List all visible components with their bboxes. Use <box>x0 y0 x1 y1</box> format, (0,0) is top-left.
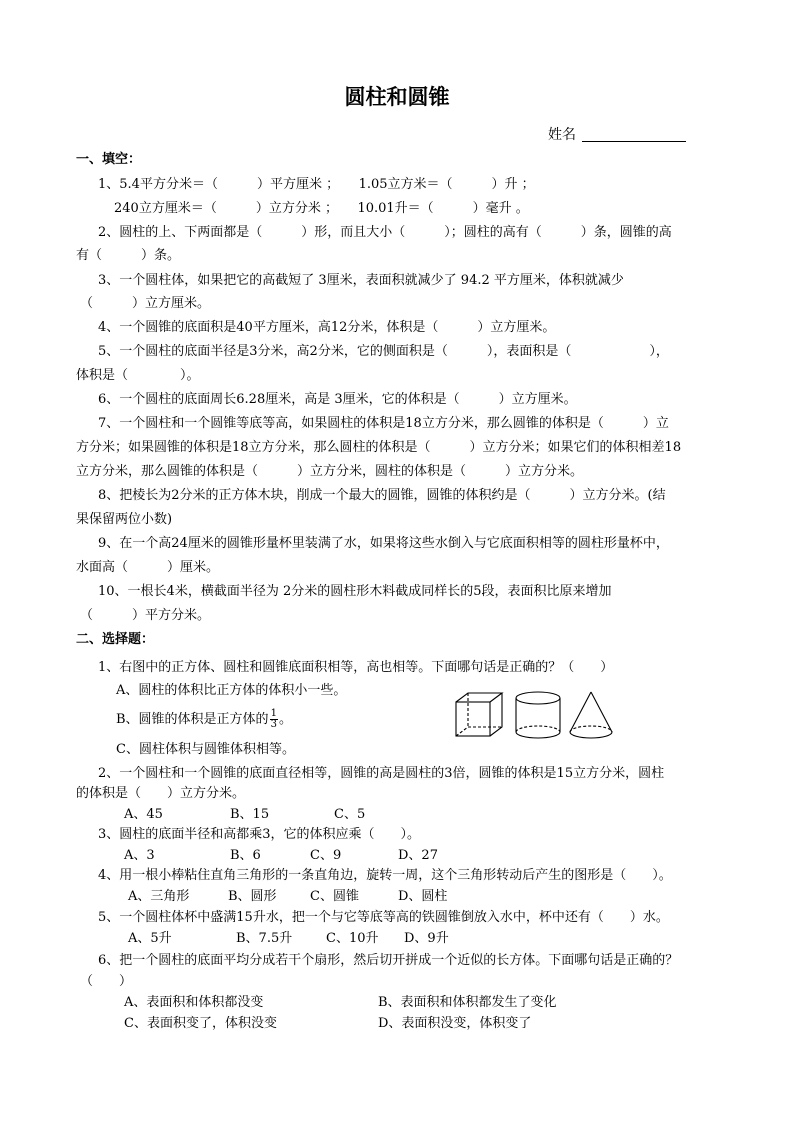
choice-q5-option-d: D、9升 <box>404 931 449 946</box>
fill-q5-line2: 体积是（ ）。 <box>76 368 200 383</box>
choice-q4-option-b: B、圆形 <box>228 889 277 904</box>
fill-q7-line3: 立方分米，那么圆锥的体积是（ ）立方分米，圆柱的体积是（ ）立方分米。 <box>76 464 584 479</box>
fill-q6: 6、一个圆柱的底面周长6.28厘米，高是 3厘米，它的体积是（ ）立方厘米。 <box>98 392 577 407</box>
choice-q4-option-c: C、圆锥 <box>310 889 359 904</box>
choice-q5-option-c: C、10升 <box>326 931 379 946</box>
section-heading-choice: 二、选择题： <box>76 632 155 647</box>
choice-q6-option-a: A、表面积和体积都没变 <box>124 995 264 1010</box>
choice-q4-option-d: D、圆柱 <box>398 889 448 904</box>
fill-q8-line2: 果保留两位小数) <box>76 512 173 527</box>
fraction-numerator: 1 <box>270 708 277 719</box>
choice-q3-option-a: A、3 <box>124 848 155 863</box>
cube-shape <box>456 693 502 736</box>
fill-q2-line2: 有（ ）条。 <box>76 248 181 263</box>
fill-q3-line2: （ ）立方厘米。 <box>80 296 211 311</box>
choice-q6-line2: （ ） <box>80 974 133 989</box>
choice-q1-option-b-suffix: 。 <box>278 712 292 727</box>
choice-q1-option-b <box>116 706 292 734</box>
name-label: 姓名 <box>548 127 576 143</box>
choice-q3-option-c: C、9 <box>310 848 342 863</box>
choice-q6-option-d: D、表面积没变，体积变了 <box>378 1016 532 1031</box>
choice-q1: 1、右图中的正方体、圆柱和圆锥底面积相等，高也相等。下面哪句话是正确的？（ ） <box>98 660 614 675</box>
fill-q5-line1: 5、一个圆柱的底面半径是3分米，高2分米，它的侧面积是（ ），表面积是（ ）， <box>98 344 669 359</box>
name-blank-line[interactable] <box>582 141 686 142</box>
fill-q8-line1: 8、把棱长为2分米的正方体木块，削成一个最大的圆锥，圆锥的体积约是（ ）立方分米。(结 <box>98 488 666 503</box>
fill-q10-line1: 10、一根长4米，横截面半径为 2分米的圆柱形木料截成同样长的5段，表面积比原来增加 <box>98 584 612 599</box>
fill-q4: 4、一个圆锥的底面积是40平方厘米，高12分米，体积是（ ）立方厘米。 <box>98 320 556 335</box>
choice-q1-option-a: A、圆柱的体积比正方体的体积小一些。 <box>116 683 347 698</box>
choice-q5: 5、一个圆柱体杯中盛满15升水，把一个与它等底等高的铁圆锥倒放入水中，杯中还有（ ）水。 <box>98 910 669 925</box>
choice-q4-option-a: A、三角形 <box>128 889 190 904</box>
choice-q5-option-a: A、5升 <box>128 931 172 946</box>
fraction-denominator: 3 <box>270 719 277 730</box>
choice-q1-option-b-text: B、圆锥的体积是正方体的 <box>116 712 269 727</box>
choice-q3: 3、圆柱的底面半径和高都乘3，它的体积应乘（ ）。 <box>98 827 421 842</box>
solids-figure <box>452 690 622 742</box>
choice-q3-option-d: D、27 <box>398 848 438 863</box>
choice-q5-option-b: B、7.5升 <box>236 931 293 946</box>
choice-q2-option-c: C、5 <box>334 807 366 822</box>
choice-q2-option-a: A、45 <box>124 807 163 822</box>
fill-q1-line1: 1、5.4平方分米＝（ ）平方厘米 ； 1.05立方米＝（ ）升 ； <box>98 177 535 192</box>
fill-q9-line2: 水面高（ ）厘米。 <box>76 560 220 575</box>
choice-q1-option-c: C、圆柱体积与圆锥体积相等。 <box>116 742 295 757</box>
choice-q3-option-b: B、6 <box>230 848 261 863</box>
choice-q6-line1: 6、把一个圆柱的底面平均分成若干个扇形，然后切开拼成一个近似的长方体。下面哪句话是正确的？ <box>98 953 679 968</box>
cylinder-shape <box>516 692 560 738</box>
fill-q9-line1: 9、在一个高24厘米的圆锥形量杯里装满了水，如果将这些水倒入与它底面积相等的圆柱形量杯中， <box>98 536 669 551</box>
choice-q6-option-b: B、表面积和体积都发生了变化 <box>378 995 557 1010</box>
fraction-one-third <box>270 709 278 730</box>
choice-q4: 4、用一根小棒粘住直角三角形的一条直角边，旋转一周，这个三角形转动后产生的图形是（ ）。 <box>98 868 672 883</box>
fill-q7-line2: 方分米；如果圆锥的体积是18立方分米，那么圆柱的体积是（ ）立方分米；如果它们的体积相差18 <box>76 440 682 455</box>
fill-q3-line1: 3、一个圆柱体，如果把它的高截短了 3厘米，表面积就减少了 94.2 平方厘米，体积就减少 <box>98 273 624 288</box>
choice-q2-line1: 2、一个圆柱和一个圆锥的底面直径相等，圆锥的高是圆柱的3倍，圆锥的体积是15立方分米，圆柱 <box>98 766 665 781</box>
page-title: 圆柱和圆锥 <box>344 85 450 109</box>
fill-q7-line1: 7、一个圆柱和一个圆锥等底等高，如果圆柱的体积是18立方分米，那么圆锥的体积是（ ）立 <box>98 416 669 431</box>
fill-q10-line2: （ ）平方分米。 <box>80 608 211 623</box>
choice-q2-option-b: B、15 <box>230 807 270 822</box>
choice-q6-option-c: C、表面积变了，体积没变 <box>124 1016 277 1031</box>
choice-q2-line2: 的体积是（ ）立方分米。 <box>76 786 246 801</box>
fill-q1-line2: 240立方厘米＝（ ）立方分米 ； 10.01升＝（ ）毫升 。 <box>114 201 529 216</box>
fill-q2-line1: 2、圆柱的上、下两面都是（ ）形，而且大小（ ）；圆柱的高有（ ）条，圆锥的高 <box>98 225 672 240</box>
cone-shape <box>570 692 612 738</box>
section-heading-fill-in: 一、填空： <box>76 152 142 167</box>
